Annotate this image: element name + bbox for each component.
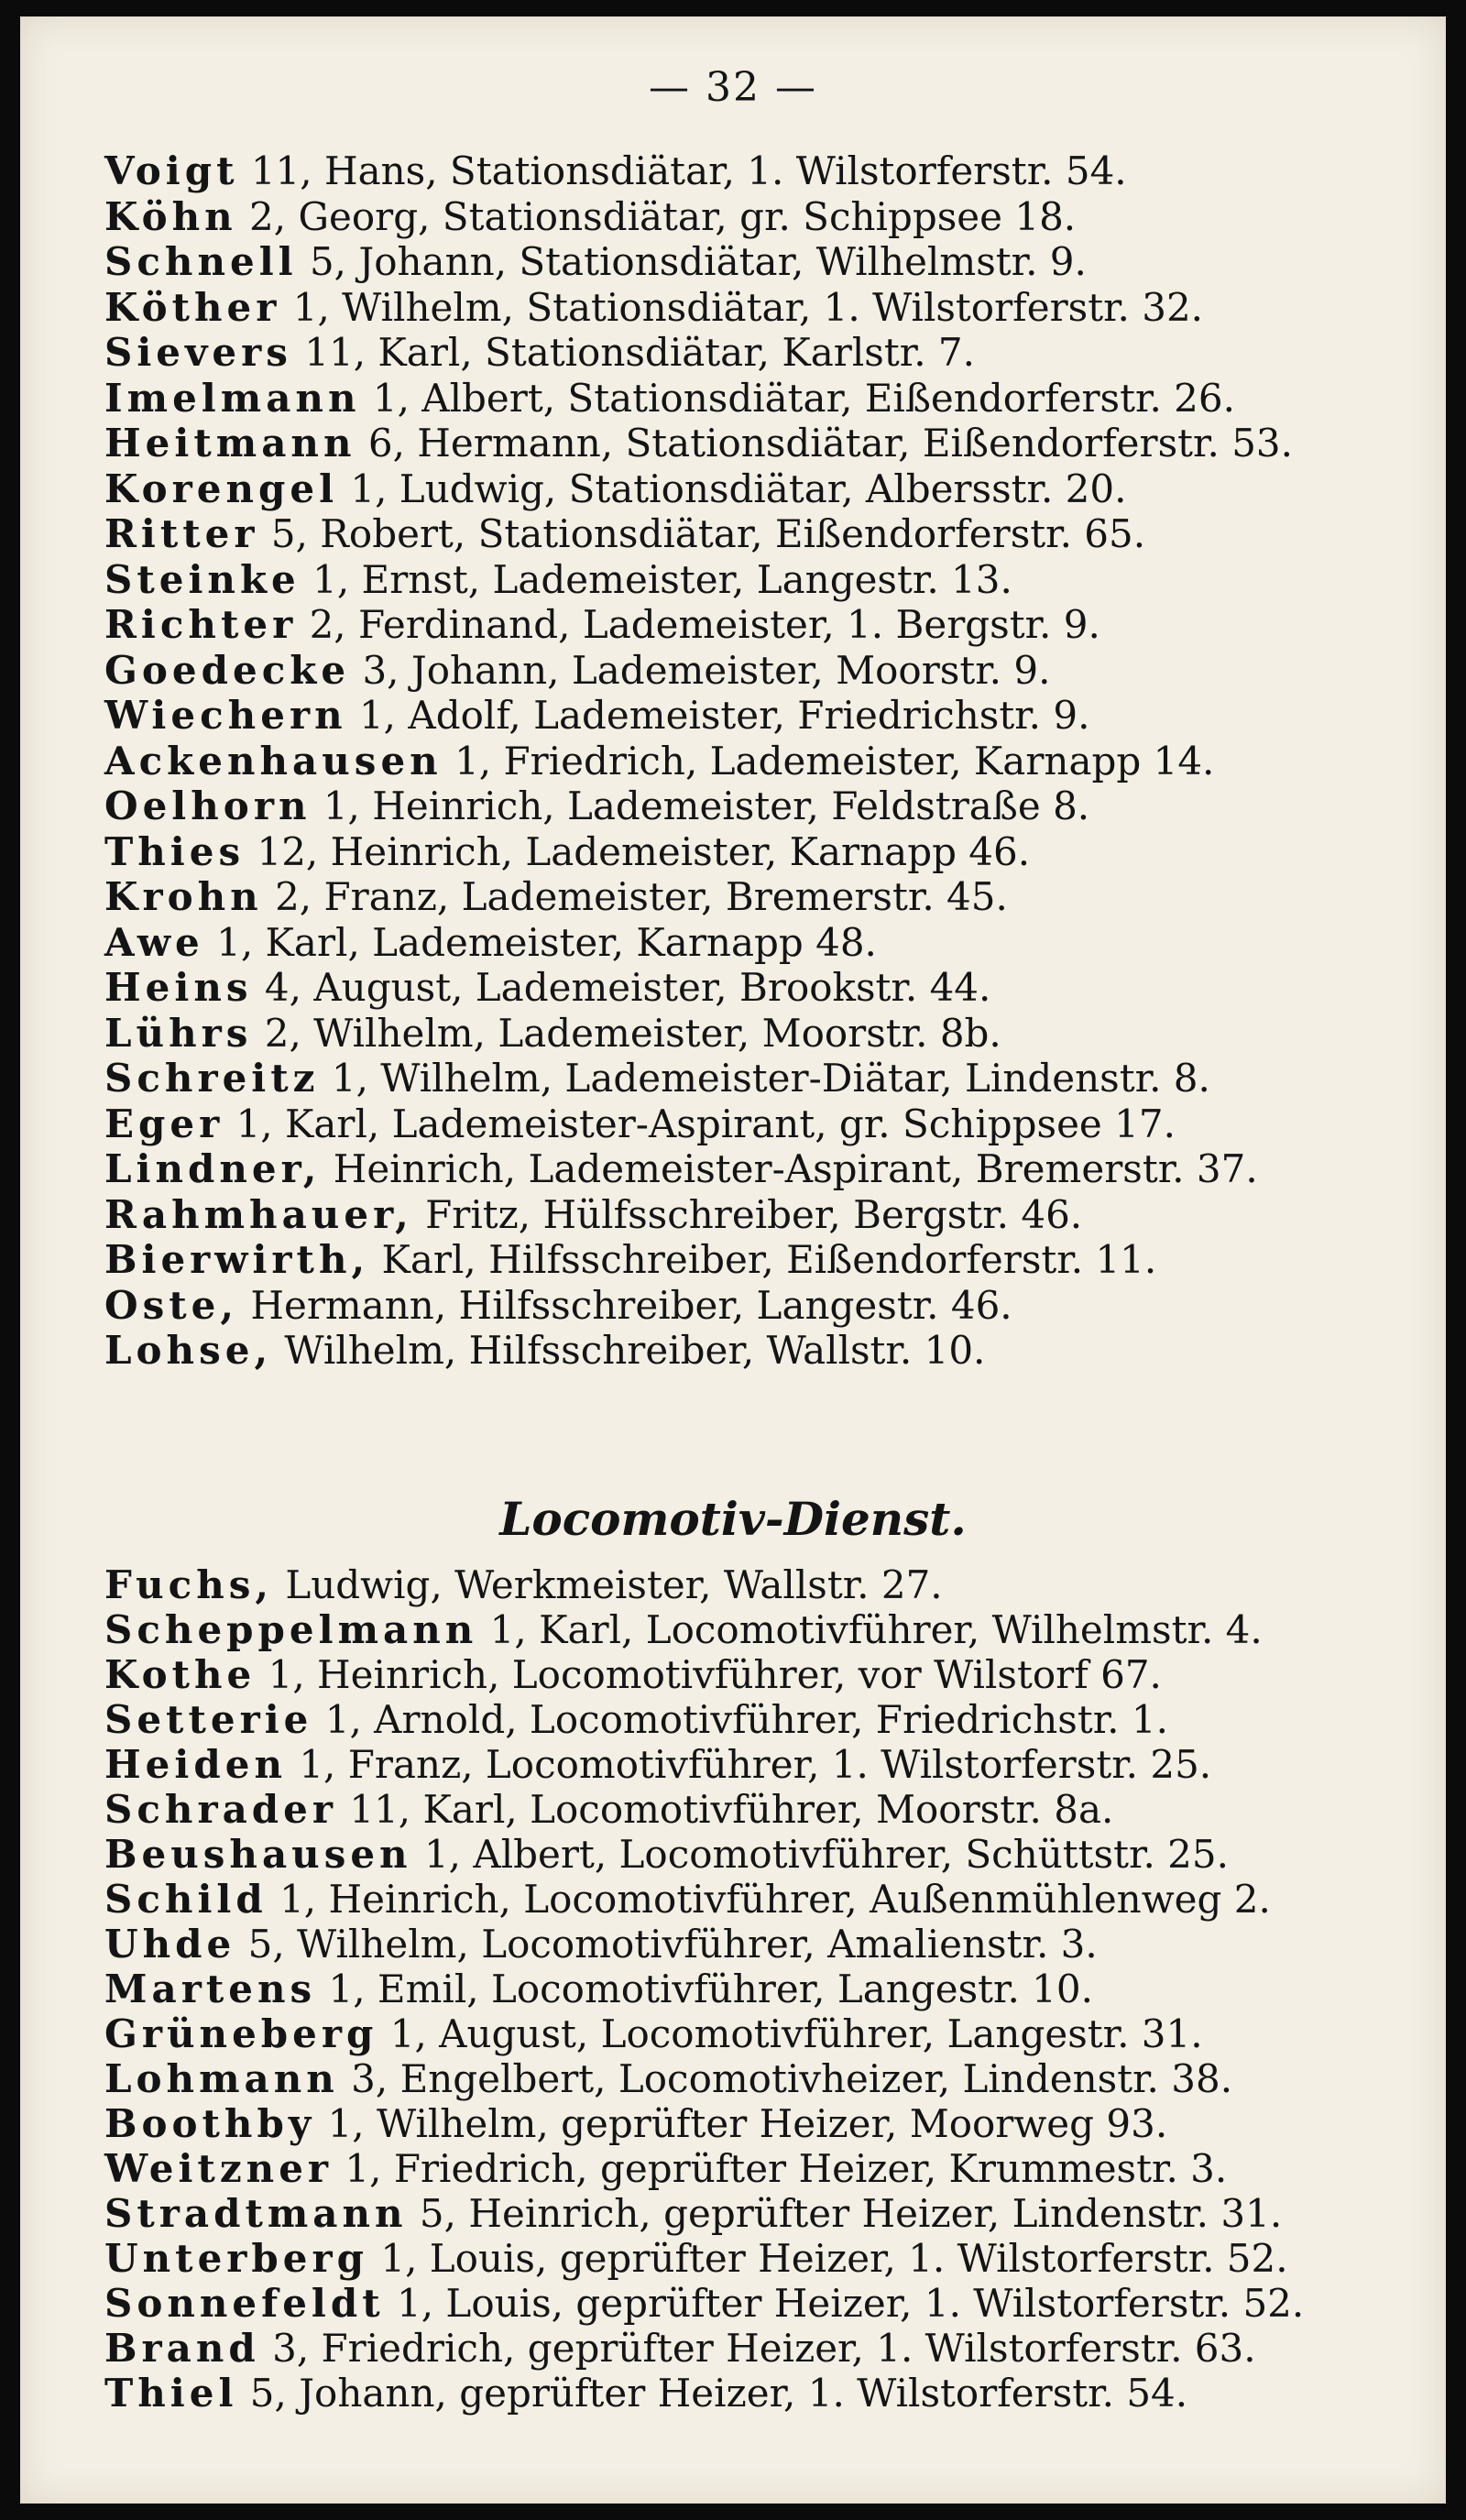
entry-details: 1, Louis, geprüfter Heizer, 1. Wilstorferstr. 52. (368, 2236, 1288, 2281)
list-item (104, 1608, 1263, 1652)
list-item (104, 1102, 1176, 1146)
entry-surname: Brand (104, 2326, 260, 2371)
list-item (104, 784, 1089, 828)
list-item (104, 2282, 1304, 2326)
entry-details: Wilhelm, Hilfsschreiber, Wallstr. 10. (272, 1328, 986, 1373)
entry-details: 1, Friedrich, geprüfter Heizer, Krummestr. 3. (333, 2146, 1228, 2191)
entry-surname: Martens (104, 1967, 317, 2011)
list-item (104, 558, 1012, 602)
entry-details: 5, Wilhelm, Locomotivführer, Amalienstr. 3. (235, 1922, 1098, 1967)
list-item (104, 2327, 1256, 2371)
entry-details: 1, Heinrich, Locomotivführer, Außenmühlenweg 2. (267, 1877, 1271, 1922)
entry-details: 1, Heinrich, Lademeister, Feldstraße 8. (311, 783, 1090, 828)
list-item (104, 921, 877, 965)
entry-details: 1, Karl, Lademeister-Aspirant, gr. Schippsee 17. (224, 1101, 1176, 1146)
entry-surname: Bierwirth, (104, 1237, 370, 1282)
entry-surname: Scheppelmann (104, 1607, 478, 1652)
entry-details: 6, Hermann, Stationsdiätar, Eißendorferstr. 53. (356, 421, 1293, 466)
entry-surname: Boothby (104, 2101, 316, 2146)
entry-surname: Köther (104, 284, 281, 330)
list-item (104, 1147, 1258, 1191)
list-item (104, 331, 975, 375)
entry-details: 2, Georg, Stationsdiätar, gr. Schippsee 18. (236, 193, 1077, 239)
entry-surname: Voigt (104, 148, 239, 193)
entry-details: 1, Ernst, Lademeister, Langestr. 13. (300, 556, 1012, 602)
entry-surname: Kothe (104, 1652, 257, 1697)
list-item (104, 830, 1030, 874)
entry-details: 2, Franz, Lademeister, Bremerstr. 45. (262, 874, 1008, 919)
entry-details: Ludwig, Werkmeister, Wallstr. 27. (273, 1562, 943, 1607)
list-item (104, 875, 1008, 919)
list-item (104, 422, 1293, 466)
entry-details: 1, Karl, Locomotivführer, Wilhelmstr. 4. (477, 1607, 1263, 1652)
entry-surname: Ackenhausen (104, 738, 443, 783)
entry-details: 12, Heinrich, Lademeister, Karnapp 46. (245, 828, 1031, 874)
entry-surname: Imelmann (104, 375, 361, 421)
entry-details: 3, Friedrich, geprüfter Heizer, 1. Wilstorferstr. 63. (259, 2326, 1256, 2371)
entry-surname: Sonnefeldt (104, 2281, 385, 2326)
list-item (104, 1923, 1098, 1967)
list-item (104, 2372, 1187, 2416)
entry-details: Fritz, Hülfsschreiber, Bergstr. 46. (412, 1191, 1083, 1237)
list-item (104, 1193, 1082, 1237)
entry-surname: Oelhorn (104, 783, 312, 828)
list-item (104, 1788, 1113, 1832)
list-item (104, 512, 1145, 556)
list-item (104, 1057, 1210, 1101)
list-item (104, 1878, 1271, 1922)
entry-details: 1, Albert, Locomotivführer, Schüttstr. 25. (411, 1832, 1229, 1877)
entry-surname: Eger (104, 1101, 224, 1146)
entry-surname: Schrader (104, 1787, 337, 1832)
entry-details: 2, Ferdinand, Lademeister, 1. Bergstr. 9. (297, 602, 1100, 647)
entry-surname: Setterie (104, 1697, 313, 1742)
list-item (104, 195, 1076, 239)
entry-details: 5, Johann, geprüfter Heizer, 1. Wilstorferstr. 54. (237, 2371, 1188, 2416)
entry-surname: Rahmhauer, (104, 1191, 413, 1237)
section-heading: Locomotiv-Dienst. (499, 1492, 967, 1546)
entry-surname: Krohn (104, 874, 263, 919)
list-item (104, 2237, 1288, 2281)
entry-surname: Grüneberg (104, 2011, 378, 2056)
entry-surname: Oste, (104, 1282, 238, 1328)
entry-details: 11, Hans, Stationsdiätar, 1. Wilstorferstr. 54. (238, 148, 1127, 193)
entry-details: 1, Emil, Locomotivführer, Langestr. 10. (316, 1967, 1093, 2011)
entry-details: 1, Louis, geprüfter Heizer, 1. Wilstorferstr. 52. (384, 2281, 1305, 2326)
entry-surname: Ritter (104, 511, 259, 556)
list-item (104, 1012, 1001, 1056)
entry-details: 1, Wilhelm, Stationsdiätar, 1. Wilstorferstr. 32. (280, 284, 1204, 330)
entry-details: 11, Karl, Stationsdiätar, Karlstr. 7. (291, 330, 975, 375)
list-item (104, 467, 1126, 511)
entry-surname: Beushausen (104, 1832, 412, 1877)
list-item (104, 603, 1100, 647)
entry-surname: Lohse, (104, 1328, 273, 1373)
entry-surname: Thiel (104, 2371, 238, 2416)
entry-surname: Thies (104, 828, 246, 874)
entry-surname: Korengel (104, 466, 339, 511)
list-item (104, 377, 1235, 421)
list-item (104, 1743, 1211, 1787)
entry-surname: Goedecke (104, 647, 351, 693)
entry-details: 4, August, Lademeister, Brookstr. 44. (252, 965, 991, 1010)
list-item (104, 240, 1087, 284)
entry-details: 5, Johann, Stationsdiätar, Wilhelmstr. 9. (297, 239, 1087, 284)
list-item (104, 1698, 1168, 1742)
entry-details: 1, August, Locomotivführer, Langestr. 31. (377, 2011, 1203, 2056)
entry-surname: Heiden (104, 1742, 287, 1787)
entry-surname: Köhn (104, 193, 237, 239)
entry-surname: Stradtmann (104, 2191, 408, 2236)
entry-surname: Schnell (104, 239, 298, 284)
entry-details: 5, Heinrich, geprüfter Heizer, Lindenstr. 31. (407, 2191, 1283, 2236)
entry-details: 3, Engelbert, Locomotivheizer, Lindenstr. 38. (338, 2056, 1233, 2101)
list-item (104, 149, 1127, 193)
entry-details: 1, Franz, Locomotivführer, 1. Wilstorferstr. 25. (286, 1742, 1212, 1787)
list-item (104, 694, 1089, 738)
entry-surname: Schild (104, 1877, 268, 1922)
document-page (20, 16, 1446, 2504)
entry-details: 1, Albert, Stationsdiätar, Eißendorferstr. 26. (360, 375, 1235, 421)
entry-surname: Steinke (104, 556, 301, 602)
entry-details: Hermann, Hilfsschreiber, Langestr. 46. (237, 1282, 1012, 1328)
list-item (104, 740, 1214, 783)
list-item (104, 966, 990, 1010)
entry-surname: Lindner, (104, 1146, 322, 1191)
entry-details: Heinrich, Lademeister-Aspirant, Bremerstr. 37. (321, 1146, 1258, 1191)
entry-details: 1, Heinrich, Locomotivführer, vor Wilstorf 67. (256, 1652, 1162, 1697)
entry-surname: Weitzner (104, 2146, 334, 2191)
entry-details: 1, Adolf, Lademeister, Friedrichstr. 9. (346, 693, 1090, 738)
entry-details: 5, Robert, Stationsdiätar, Eißendorferstr. 65. (258, 511, 1146, 556)
entry-details: 3, Johann, Lademeister, Moorstr. 9. (350, 647, 1051, 693)
entry-details: Karl, Hilfsschreiber, Eißendorferstr. 11. (369, 1237, 1157, 1282)
entry-surname: Lohmann (104, 2056, 339, 2101)
list-item (104, 1833, 1229, 1877)
list-item (104, 286, 1203, 330)
entry-surname: Sievers (104, 330, 292, 375)
entry-surname: Lührs (104, 1010, 253, 1056)
entry-surname: Richter (104, 602, 298, 647)
entry-details: 1, Karl, Lademeister, Karnapp 48. (203, 919, 877, 965)
list-item (104, 1967, 1093, 2011)
entry-surname: Unterberg (104, 2236, 368, 2281)
entry-details: 1, Arnold, Locomotivführer, Friedrichstr. 1. (312, 1697, 1168, 1742)
entry-surname: Awe (104, 919, 204, 965)
entry-surname: Heins (104, 965, 253, 1010)
entry-details: 2, Wilhelm, Lademeister, Moorstr. 8b. (252, 1010, 1001, 1056)
page-number: — 32 — (649, 64, 817, 111)
list-item (104, 2192, 1282, 2236)
list-item (104, 1238, 1156, 1282)
list-item (104, 1563, 943, 1607)
list-item (104, 2147, 1227, 2191)
list-item (104, 2102, 1167, 2146)
list-item (104, 1653, 1162, 1697)
entry-details: 1, Friedrich, Lademeister, Karnapp 14. (442, 738, 1215, 783)
entry-surname: Schreitz (104, 1056, 320, 1101)
entry-surname: Heitmann (104, 421, 356, 466)
entry-details: 1, Wilhelm, geprüfter Heizer, Moorweg 93. (315, 2101, 1168, 2146)
list-item (104, 1329, 985, 1373)
entry-surname: Wiechern (104, 693, 347, 738)
list-item (104, 1284, 1012, 1328)
entry-surname: Fuchs, (104, 1562, 273, 1607)
entry-details: 1, Ludwig, Stationsdiätar, Albersstr. 20. (338, 466, 1127, 511)
list-item (104, 2012, 1203, 2056)
entry-details: 1, Wilhelm, Lademeister-Diätar, Lindenstr. 8. (319, 1056, 1210, 1101)
list-item (104, 649, 1050, 693)
list-item (104, 2057, 1232, 2101)
entry-details: 11, Karl, Locomotivführer, Moorstr. 8a. (337, 1787, 1114, 1832)
entry-surname: Uhde (104, 1922, 236, 1967)
